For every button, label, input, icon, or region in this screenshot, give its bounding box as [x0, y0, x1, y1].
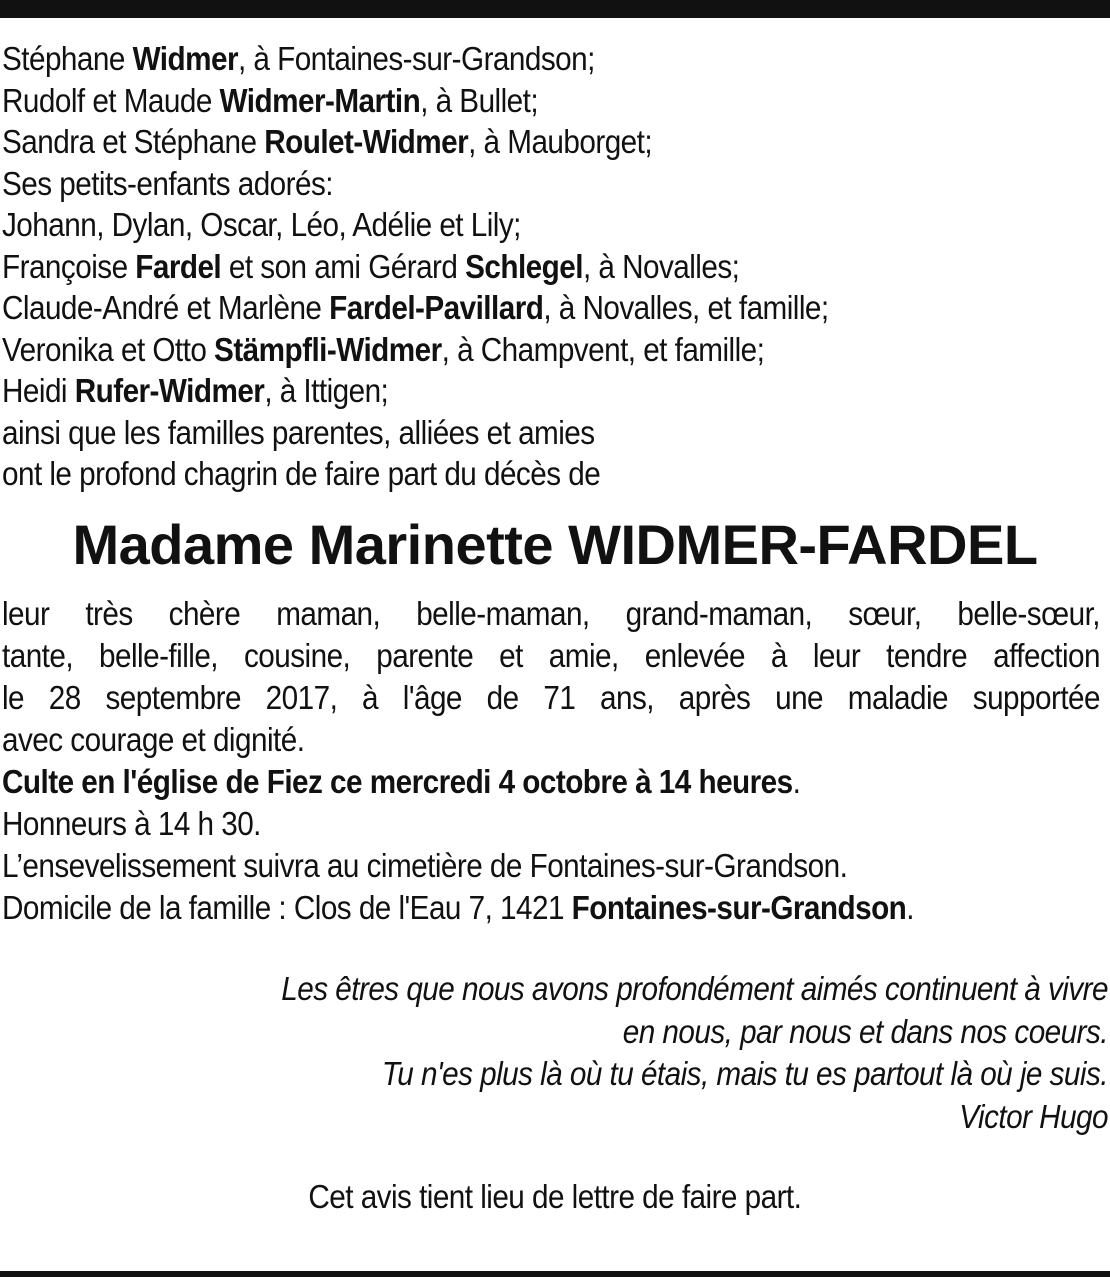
mourner-line [2, 287, 997, 329]
domicile-end: . [906, 889, 915, 926]
mourner-line [2, 453, 997, 495]
mourner-line [2, 370, 997, 412]
mourner-place: , à Mauborget; [468, 123, 653, 160]
burial-line: L’ensevelissement suivra au cimetière de Fontaines-sur-Grandson. [2, 847, 848, 884]
mourner-text: Claude-André et Marlène [2, 289, 330, 326]
ceremony-end: . [792, 763, 801, 800]
mourner-place: , à Fontaines-sur-Grandson; [237, 40, 595, 77]
mourner-place: , à Bullet; [420, 81, 539, 119]
domicile-line [2, 887, 1100, 929]
mourner-surname: Widmer [132, 40, 238, 77]
mourner-text: ont le profond chagrin de faire part du décès de [2, 455, 601, 492]
quote-line: en nous, par nous et dans nos coeurs. [622, 1012, 1108, 1050]
mourner-text: Heidi [2, 372, 75, 409]
mourner-surname: Fardel [135, 247, 222, 285]
mourner-text: Johann, Dylan, Oscar, Léo, Adélie et Lily; [2, 206, 521, 243]
mourner-line [2, 329, 997, 371]
quote-line: Les êtres que nous avons profondément aimés continuent à vivre [281, 970, 1108, 1007]
deceased-name: Madame Marinette WIDMER-FARDEL [72, 513, 1038, 576]
mourners-list [2, 38, 997, 495]
mourner-place: , à Ittigen; [264, 372, 389, 409]
mourner-line [2, 121, 997, 163]
mourner-text: Ses petits-enfants adorés: [2, 164, 334, 202]
mourner-surname: Rufer-Widmer [74, 372, 265, 409]
footer-notice [0, 1176, 1110, 1218]
top-rule [0, 0, 1110, 18]
announcement-paragraph [2, 593, 1100, 761]
mourner-line [2, 163, 997, 205]
mourner-surname: Schlegel [465, 247, 583, 285]
mourner-text: Stéphane [2, 40, 133, 77]
mourner-surname: Roulet-Widmer [264, 123, 469, 160]
mourner-place: , à Champvent, et famille; [441, 330, 765, 368]
announcement-line: le 28 septembre 2017, à l'âge de 71 ans, après une maladie supportée [2, 679, 1100, 716]
mourner-text: et son ami Gérard [221, 247, 466, 285]
service-details [2, 761, 1100, 929]
ceremony-line [2, 761, 1100, 803]
mourner-surname: Stämpfli-Widmer [214, 330, 442, 368]
announcement-line: tante, belle-fille, cousine, parente et amie, enlevée à leur tendre affection [2, 637, 1100, 674]
bottom-rule [0, 1271, 1110, 1277]
announcement-line: leur très chère maman, belle-maman, grand-maman, sœur, belle-sœur, [2, 595, 1100, 632]
mourner-line [2, 246, 997, 288]
memorial-quote [208, 968, 1108, 1138]
mourner-place: , à Novalles; [582, 247, 740, 285]
mourner-line [2, 38, 997, 80]
mourner-surname: Widmer-Martin [219, 81, 421, 119]
footer-text: Cet avis tient lieu de lettre de faire part. [308, 1178, 802, 1215]
domicile-town: Fontaines-sur-Grandson [571, 889, 907, 926]
mourner-text: Rudolf et Maude [2, 81, 220, 119]
mourner-place: , à Novalles, et famille; [543, 289, 829, 326]
mourner-line [2, 80, 997, 122]
quote-line: Tu n'es plus là où tu étais, mais tu es partout là où je suis. [381, 1055, 1108, 1092]
mourner-line [2, 204, 997, 246]
quote-author: Victor Hugo [959, 1097, 1108, 1135]
mourner-text: Sandra et Stéphane [2, 123, 265, 160]
mourner-text: Veronika et Otto [2, 330, 215, 368]
announcement-line: avec courage et dignité. [2, 721, 305, 758]
mourner-surname: Fardel-Pavillard [329, 289, 544, 326]
mourner-text: ainsi que les familles parentes, alliées et amies [2, 413, 595, 451]
ceremony-text: Culte en l'église de Fiez ce mercredi 4 octobre à 14 heures [2, 763, 793, 800]
domicile-address: Domicile de la famille : Clos de l'Eau 7, 1421 [2, 889, 572, 926]
mourner-line [2, 412, 997, 454]
mourner-text: Françoise [2, 247, 136, 285]
honours-line: Honneurs à 14 h 30. [2, 805, 261, 842]
